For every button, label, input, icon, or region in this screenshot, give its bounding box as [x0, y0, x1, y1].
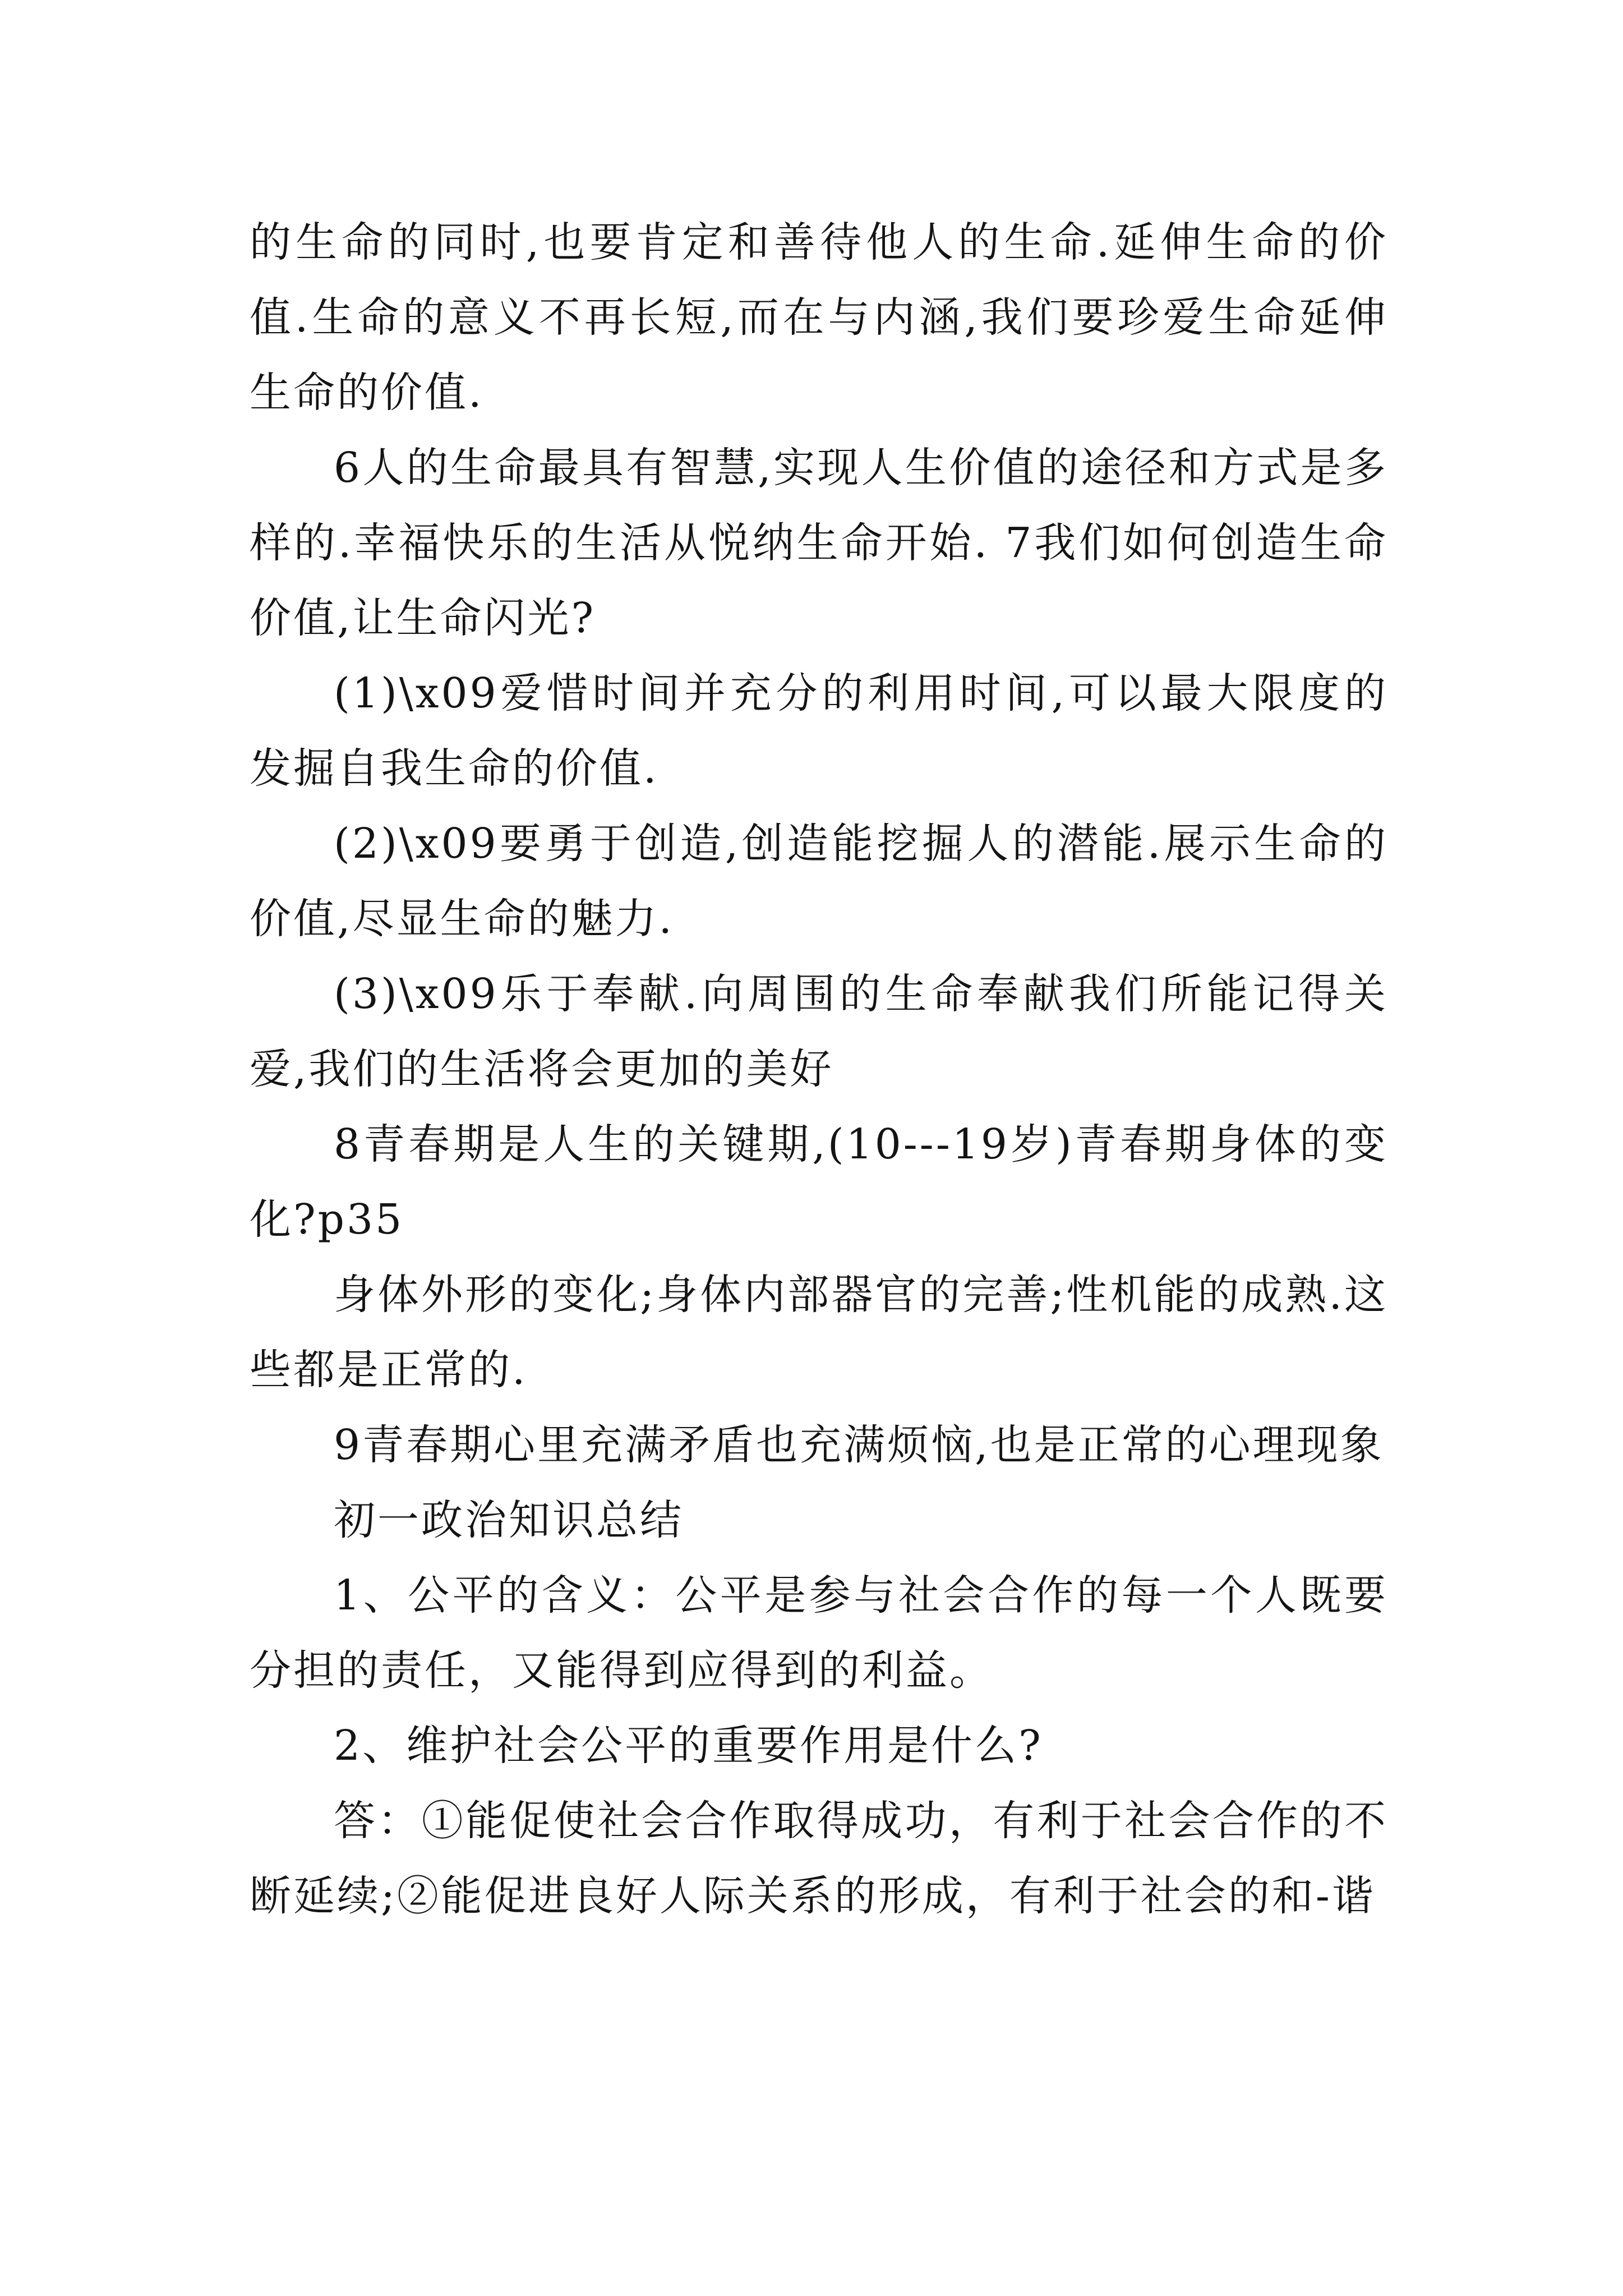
paragraph-item-7-1: (1)\x09爱惜时间并充分的利用时间,可以最大限度的发掘自我生命的价值. [250, 669, 1388, 793]
section-heading: 初一政治知识总结 [334, 1496, 684, 1544]
paragraph-fairness-definition: 1、公平的含义：公平是参与社会合作的每一个人既要分担的责任，又能得到应得到的利益。 [250, 1571, 1388, 1695]
paragraph-item-7-3: (3)\x09乐于奉献.向周围的生命奉献我们所能记得关爱,我们的生活将会更加的美好 [250, 970, 1388, 1093]
paragraph-item-6: 6人的生命最具有智慧,实现人生价值的途径和方式是多样的.幸福快乐的生活从悦纳生命开始. 7我们如何创造生命价值,让生命闪光? [250, 444, 1388, 642]
paragraph-item-8: 8青春期是人生的关键期,(10---19岁)青春期身体的变化?p35 [250, 1120, 1388, 1244]
paragraph-life-value: 的生命的同时,也要肯定和善待他人的生命.延伸生命的价值.生命的意义不再长短,而在与内涵,我们要珍爱生命延伸生命的价值. [250, 218, 1388, 417]
paragraph-question-2: 2、维护社会公平的重要作用是什么? [334, 1722, 1043, 1770]
paragraph-answer-2: 答：①能促使社会合作取得成功，有利于社会合作的不断延续;②能促进良好人际关系的形成，有利于社会的和-谐 [250, 1797, 1388, 1920]
paragraph-item-7-2: (2)\x09要勇于创造,创造能挖掘人的潜能.展示生命的价值,尽显生命的魅力. [250, 820, 1388, 943]
document-body [250, 205, 1388, 1934]
paragraph-item-9: 9青春期心里充满矛盾也充满烦恼,也是正常的心理现象 [334, 1421, 1384, 1469]
paragraph-body-changes: 身体外形的变化;身体内部器官的完善;性机能的成熟.这些都是正常的. [250, 1271, 1388, 1394]
